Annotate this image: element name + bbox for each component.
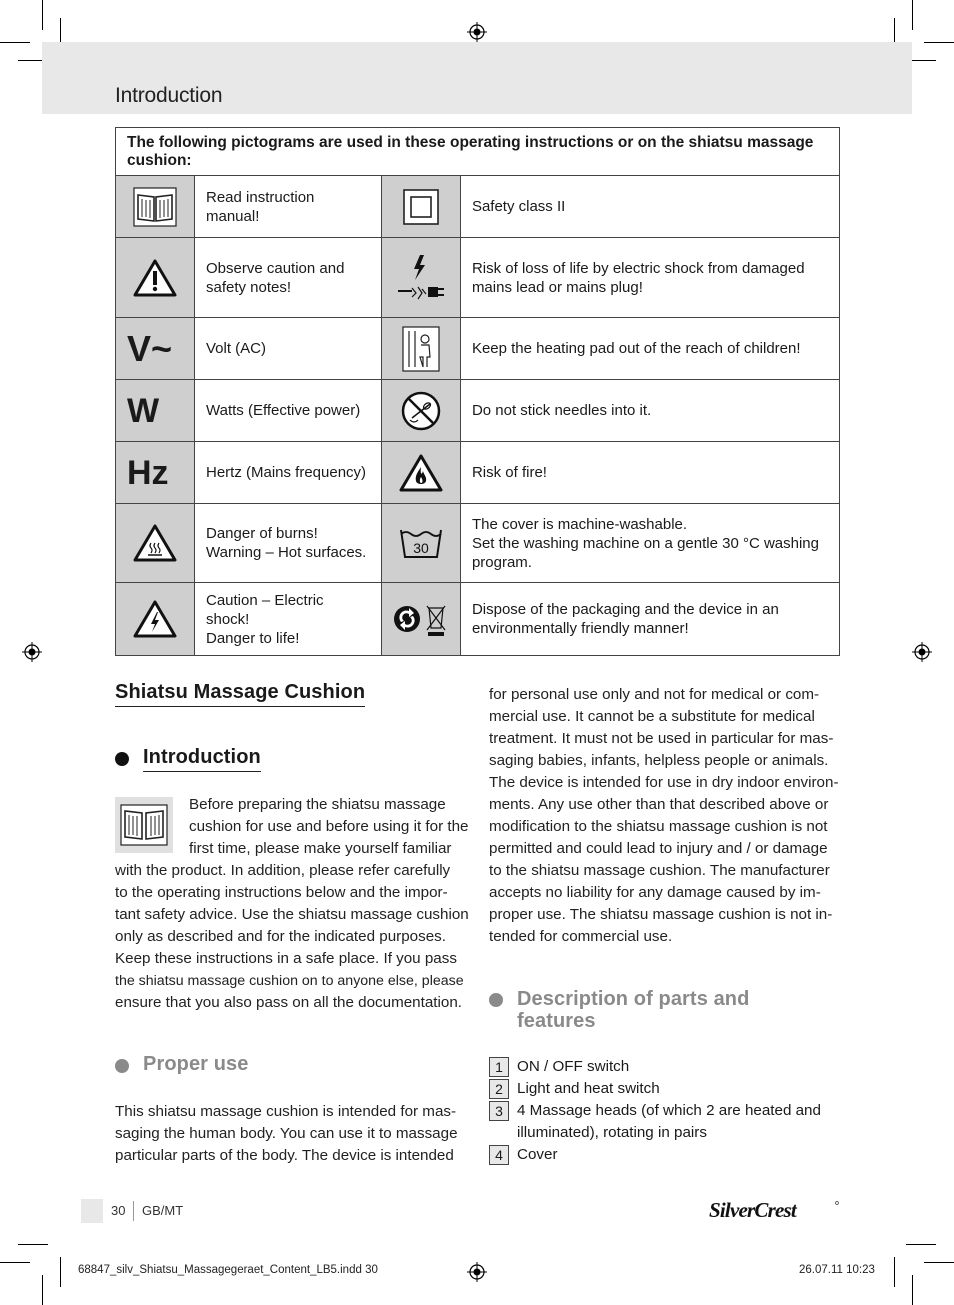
list-item: 1 ON / OFF switch [489,1056,839,1078]
pictogram-desc: Read instruction manual! [195,176,382,238]
silvercrest-logo [709,1196,841,1222]
table-row [116,442,840,504]
fire-warning-icon [399,453,443,493]
registration-mark-icon [467,22,487,42]
book-icon [133,187,177,227]
crop-mark [912,1275,913,1305]
registration-mark-icon [22,642,42,662]
list-item: 2 Light and heat switch [489,1078,839,1100]
hot-surface-warning-icon [133,523,177,563]
pictogram-desc: Caution – Electric shock! Danger to life! [195,583,382,656]
page-header-title: Introduction [115,84,223,107]
wash-temperature: 30 [413,540,429,556]
warning-exclamation-icon [133,258,177,298]
safety-class-ii-icon [403,189,439,225]
recycling-icon [393,600,449,638]
pictogram-table [115,127,840,656]
registration-mark-icon [912,642,932,662]
crop-mark [18,1244,48,1245]
proper-use-text-continued: for personal use only and not for medical or com- mercial use. It cannot be a substitute for medical treatment. It must not be used in particular for mas- saging babies, infants, helpless people or animals. The device is intended for use in dry indoor environ- ments. Any use other than that described above or modification to the shiatsu massage cushion is not permitted and could lead to injury and / or damage to the shiatsu massage cushion. The manufacturer accepts no liability for any damage caused by im- proper use. The shiatsu massage cushion is not in- tended for commercial use. [489,686,839,945]
book-icon [115,797,173,853]
crop-mark [894,1257,895,1287]
crop-mark [924,42,954,43]
crop-mark [906,1244,936,1245]
table-row [116,380,840,442]
wash-30-icon [399,526,443,560]
parts-title: Description of parts and features [517,988,750,1032]
crop-mark [0,42,30,43]
table-row [116,176,840,238]
proper-use-text: This shiatsu massage cushion is intended for mas- saging the human body. You can use it to massage particular parts of the body. The device is intended [115,1103,458,1164]
crop-mark [924,1262,954,1263]
parts-list [489,1056,839,1166]
silvercrest-logo-icon [709,1196,841,1222]
slug-date: 26.07.11 10:23 [799,1264,875,1276]
registration-mark-icon [467,1262,487,1282]
pictogram-desc: Do not stick needles into it. [460,380,839,442]
crop-mark [42,1275,43,1305]
table-row [116,504,840,583]
pictogram-desc: Risk of fire! [460,442,839,504]
page-number: 30 [111,1203,126,1218]
no-needles-icon [400,390,442,432]
volt-ac-symbol: V~ [127,327,173,369]
pictogram-desc: Danger of burns! Warning – Hot surfaces. [195,504,382,583]
region-code: GB/MT [142,1203,184,1218]
pictogram-desc: Keep the heating pad out of the reach of children! [460,318,839,380]
list-item: 4 Cover [489,1144,839,1166]
pictogram-desc: Observe caution and safety notes! [195,238,382,318]
pictogram-desc: Dispose of the packaging and the device in an environmentally friendly manner! [460,583,839,656]
slug-filename: 68847_silv_Shiatsu_Massagegeraet_Content_LB5.indd 30 [78,1264,378,1276]
hertz-symbol: Hz [127,453,169,492]
pictogram-desc: Hertz (Mains frequency) [195,442,382,504]
svg-text:SilverCrest: SilverCrest [709,1198,796,1222]
table-row [116,583,840,656]
crop-mark [0,1262,30,1263]
crop-mark [912,0,913,30]
footer-tab [81,1199,103,1223]
table-row [116,238,840,318]
proper-use-title: Proper use [143,1053,249,1075]
section-bullet [115,1059,129,1073]
damaged-plug-icon [396,253,446,303]
crop-mark [42,0,43,30]
pictogram-desc: Watts (Effective power) [195,380,382,442]
crop-mark [60,1257,61,1287]
pictogram-desc: Risk of loss of life by electric shock from damaged mains lead or mains plug! [460,238,839,318]
intro-text-wrapped: Before preparing the shiatsu massage cushion for use and before using it for the first time, please make yourself familiar [189,796,469,857]
intro-title: Introduction [143,746,261,769]
list-item: 3 4 Massage heads (of which 2 are heated and illuminated), rotating in pairs [489,1100,839,1144]
footer-divider [133,1201,134,1221]
pictogram-desc: Volt (AC) [195,318,382,380]
section-bullet [115,752,129,766]
pictogram-desc: Safety class II [460,176,839,238]
pictogram-table-heading: The following pictograms are used in these operating instructions or on the shiatsu massage cushion: [116,128,840,176]
table-row [116,318,840,380]
intro-text: with the product. In addition, please refer carefully to the operating instructions below and the impor- tant safety advice. Use the shiatsu massage cushion only as described and for the indicated purposes. Keep these instructions in a safe place. If you pass the shiatsu massage cushion on to anyone else, please ensure that you also pass on all the documentation. [115,862,469,1011]
section-bullet [489,993,503,1007]
electric-shock-warning-icon [133,599,177,639]
product-title: Shiatsu Massage Cushion [115,681,365,704]
watts-symbol: W [127,391,160,430]
children-icon [401,325,441,373]
pictogram-desc: The cover is machine-washable. Set the washing machine on a gentle 30 °C washing program. [460,504,839,583]
